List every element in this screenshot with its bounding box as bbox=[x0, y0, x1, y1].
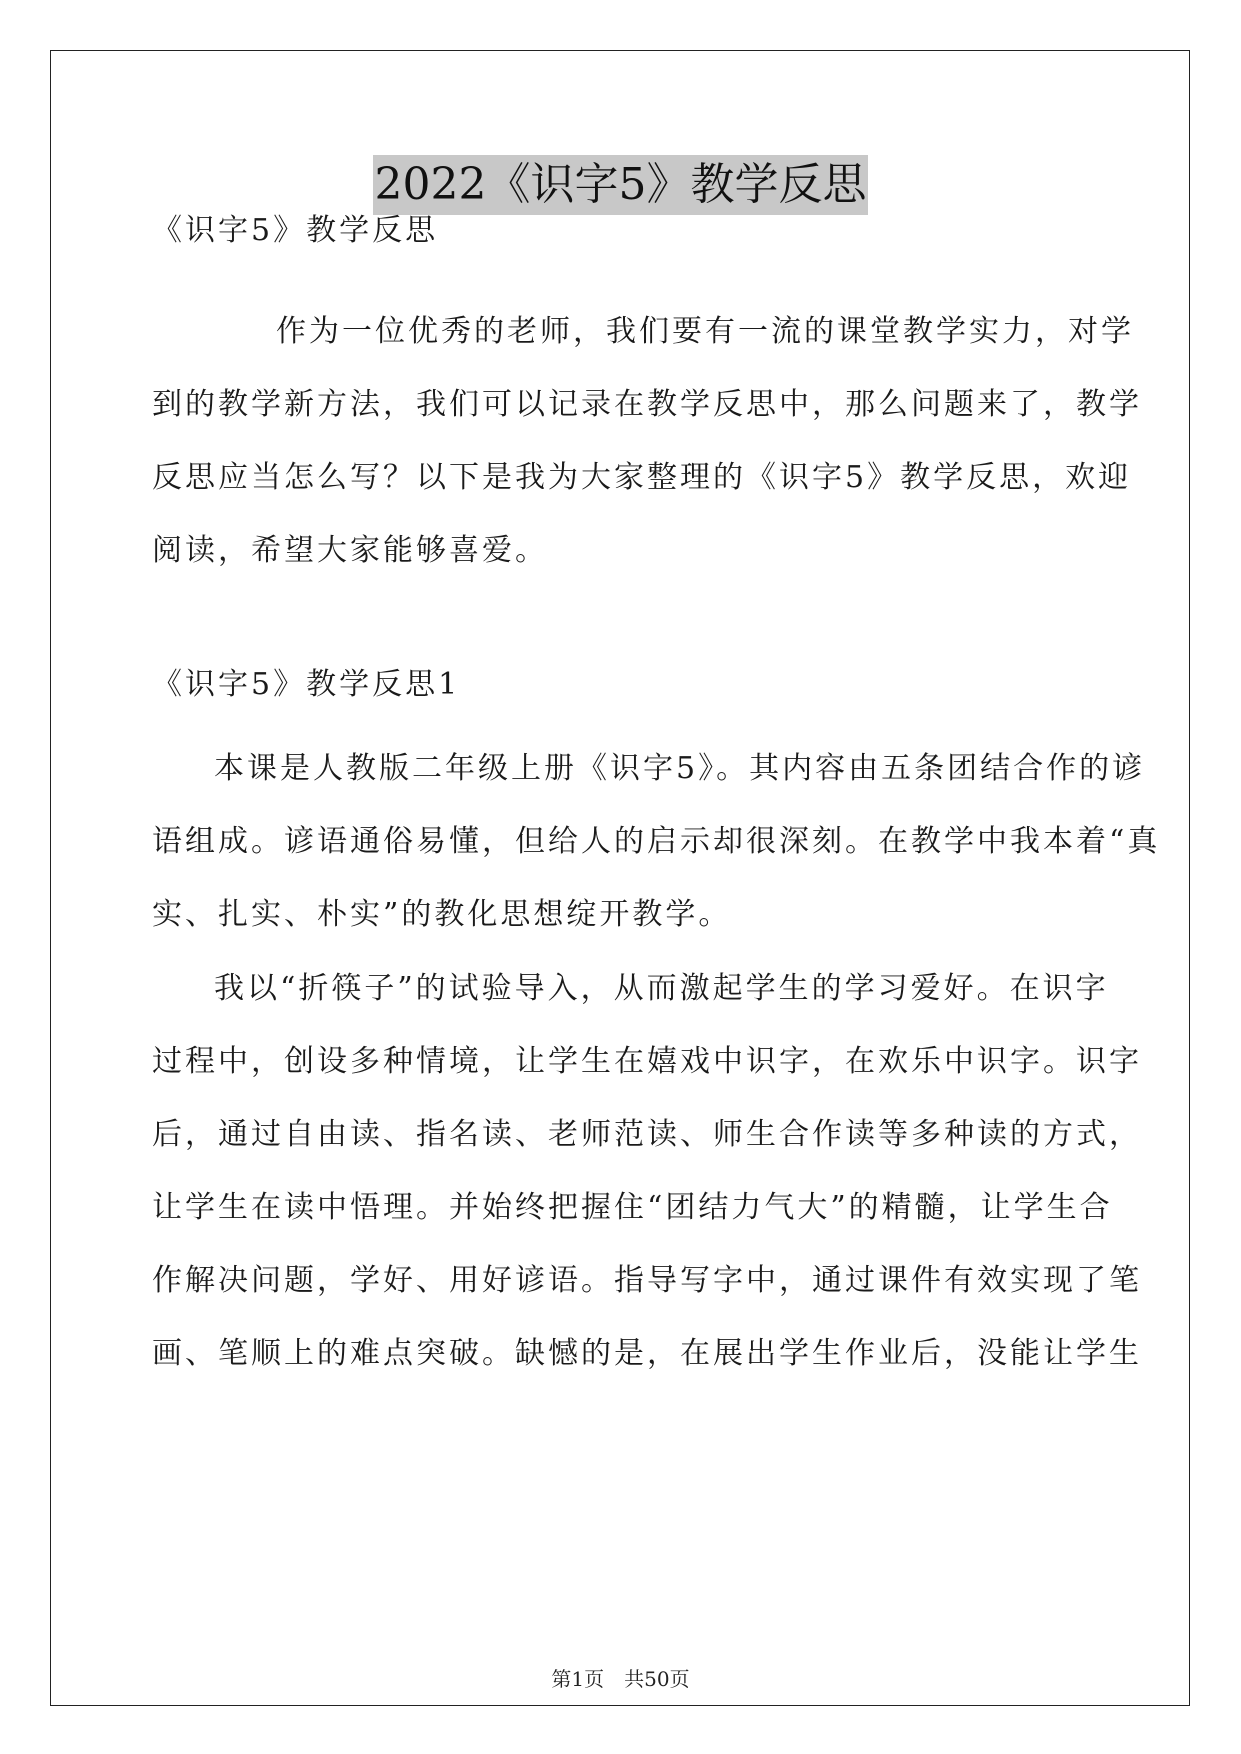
text-line: 后，通过自由读、指名读、老师范读、师生合作读等多种读的方式， bbox=[152, 1117, 1142, 1152]
page-border bbox=[50, 50, 1190, 1706]
text-line: 我以“折筷子”的试验导入，从而激起学生的学习爱好。在识字 bbox=[214, 971, 1109, 1006]
text-line: 实、扎实、朴实”的教化思想绽开教学。 bbox=[152, 897, 732, 932]
text-line: 阅读，希望大家能够喜爱。 bbox=[152, 533, 548, 568]
title-container bbox=[0, 155, 1241, 215]
text-line: 语组成。谚语通俗易懂，但给人的启示却很深刻。在教学中我本着“真 bbox=[152, 824, 1161, 859]
text-line: 作为一位优秀的老师，我们要有一流的课堂教学实力，对学 bbox=[276, 314, 1134, 349]
document-title: 2022《识字5》教学反思 bbox=[373, 155, 869, 215]
text-line: 让学生在读中悟理。并始终把握住“团结力气大”的精髓，让学生合 bbox=[152, 1190, 1113, 1225]
text-line: 过程中，创设多种情境，让学生在嬉戏中识字，在欢乐中识字。识字 bbox=[152, 1044, 1142, 1079]
text-line: 作解决问题，学好、用好谚语。指导写字中，通过课件有效实现了笔 bbox=[152, 1263, 1142, 1298]
text-line: 本课是人教版二年级上册《识字5》。其内容由五条团结合作的谚 bbox=[214, 751, 1146, 786]
text-line: 《识字5》教学反思 bbox=[152, 213, 439, 248]
page-footer: 第1页 共50页 bbox=[551, 1667, 690, 1691]
text-line: 反思应当怎么写？以下是我为大家整理的《识字5》教学反思，欢迎 bbox=[152, 460, 1132, 495]
text-line: 《识字5》教学反思1 bbox=[152, 667, 461, 702]
text-line: 到的教学新方法，我们可以记录在教学反思中，那么问题来了，教学 bbox=[152, 387, 1142, 422]
text-line: 画、笔顺上的难点突破。缺憾的是，在展出学生作业后，没能让学生 bbox=[152, 1336, 1142, 1371]
